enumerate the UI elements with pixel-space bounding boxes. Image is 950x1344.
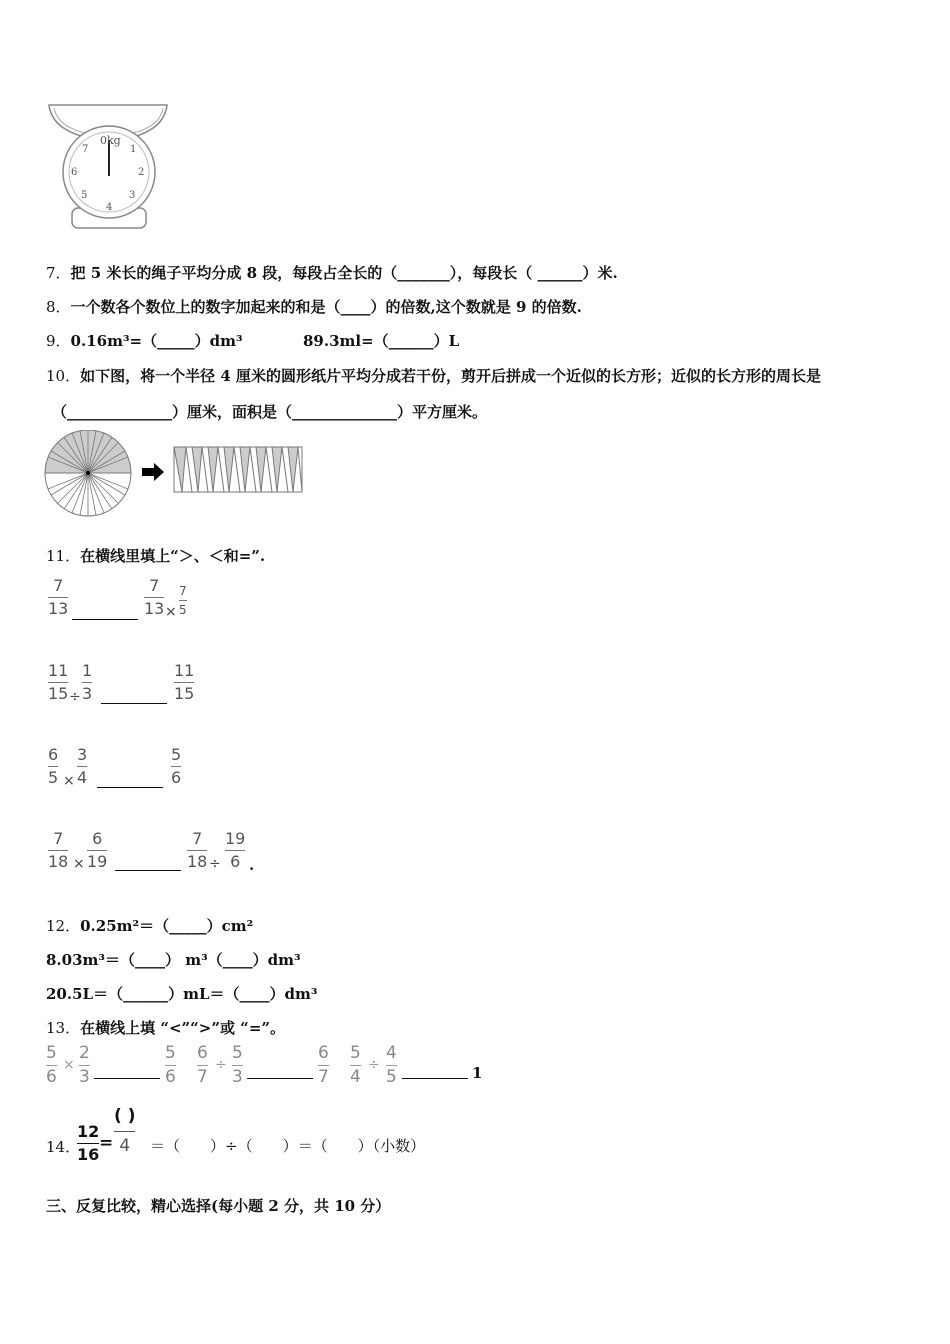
operator: ÷ xyxy=(209,856,221,872)
question-8 xyxy=(46,296,582,317)
fraction: 7 13 xyxy=(48,576,69,618)
fraction: 1 3 xyxy=(82,661,93,703)
operator: × xyxy=(73,856,85,872)
fraction: 5 3 xyxy=(232,1043,243,1087)
answer-blank[interactable] xyxy=(115,870,181,871)
question-12-line-3: 20.5L＝（______）mL＝（____）dm³ xyxy=(46,985,318,1003)
question-text: 在横线里填上“＞、＜和=”. xyxy=(80,547,266,565)
question-14-text: ＝（ ）÷（ ）＝（ ）（小数） xyxy=(150,1137,426,1155)
operator: × xyxy=(63,773,75,789)
kitchen-scale-figure xyxy=(44,100,174,235)
fraction-with-blank: ( ) 4 xyxy=(114,1106,136,1156)
dial-number-1: 1 xyxy=(130,144,137,155)
fraction: 11 15 xyxy=(174,661,195,703)
fraction: 11 15 xyxy=(48,661,69,703)
question-line-1: 0.25m²＝（_____）cm² xyxy=(80,917,254,935)
scale-zero-label: 0kg xyxy=(100,134,121,147)
answer-blank[interactable] xyxy=(101,703,167,704)
operator: ÷ xyxy=(368,1057,380,1073)
answer-blank[interactable] xyxy=(94,1078,160,1079)
question-text: 在横线上填 “<”“>”或 “=”。 xyxy=(80,1019,286,1037)
fraction: 5 6 xyxy=(171,745,182,787)
question-number: 9． xyxy=(46,332,71,350)
question-9-part-2: 89.3ml=（______）L xyxy=(303,332,460,350)
fraction: 2 3 xyxy=(79,1043,90,1087)
fraction: 5 6 xyxy=(46,1043,57,1087)
question-part-1: 0.16m³=（_____）dm³ xyxy=(70,332,243,350)
fraction: 5 4 xyxy=(350,1043,361,1087)
answer-blank[interactable] xyxy=(72,619,138,620)
circle-to-rectangle-figure xyxy=(42,430,312,520)
dial-number-5: 5 xyxy=(81,190,88,201)
question-13 xyxy=(46,1017,285,1038)
fraction: 7 5 xyxy=(179,584,187,617)
section-3-heading: 三、反复比较，精心选择(每小题 2 分，共 10 分） xyxy=(46,1197,391,1215)
fraction: 4 5 xyxy=(386,1043,397,1087)
question-11 xyxy=(46,545,265,566)
equals-sign: = xyxy=(99,1133,114,1153)
row-end-mark: . xyxy=(249,856,255,874)
question-number: 7． xyxy=(46,264,71,282)
operator: × xyxy=(63,1057,75,1073)
operator: ÷ xyxy=(69,689,81,705)
answer-blank[interactable] xyxy=(247,1078,313,1079)
question-14-number: 14． xyxy=(46,1138,81,1156)
fraction: 6 7 xyxy=(197,1043,208,1087)
question-text: 如下图，将一个半径 4 厘米的圆形纸片平均分成若干份，剪开后拼成一个近似的长方形；近似的长方形的周长是 xyxy=(80,367,821,385)
answer-blank[interactable] xyxy=(97,787,163,788)
question-7 xyxy=(46,262,618,283)
question-number: 11． xyxy=(46,547,81,565)
compare-value: 1 xyxy=(472,1064,483,1082)
fraction: 19 6 xyxy=(225,829,246,871)
question-number: 12． xyxy=(46,917,81,935)
fraction: 12 16 xyxy=(77,1122,100,1164)
question-10-line-2: （______________）厘米，面积是（______________）平方厘米。 xyxy=(52,403,488,421)
operator: ÷ xyxy=(215,1057,227,1073)
question-number: 13． xyxy=(46,1019,81,1037)
fraction: 7 18 xyxy=(187,829,208,871)
question-text: 一个数各个数位上的数字加起来的和是（____）的倍数,这个数就是 9 的倍数. xyxy=(70,298,582,316)
dial-number-4: 4 xyxy=(106,202,113,213)
question-12-line-2: 8.03m³＝（____） m³（____）dm³ xyxy=(46,951,301,969)
arrow-right-icon xyxy=(142,463,164,481)
fraction: 6 7 xyxy=(318,1043,329,1087)
dial-number-7: 7 xyxy=(82,144,89,155)
dial-number-2: 2 xyxy=(138,167,145,178)
dial-number-6: 6 xyxy=(71,167,78,178)
answer-blank[interactable] xyxy=(402,1078,468,1079)
dial-number-3: 3 xyxy=(129,190,136,201)
question-number: 10． xyxy=(46,367,81,385)
fraction: 6 5 xyxy=(48,745,59,787)
question-12 xyxy=(46,915,253,936)
question-10 xyxy=(46,365,821,386)
fraction: 7 13 xyxy=(144,576,165,618)
fraction: 7 18 xyxy=(48,829,69,871)
question-number: 8． xyxy=(46,298,71,316)
question-9 xyxy=(46,330,243,351)
fraction: 3 4 xyxy=(77,745,88,787)
fraction: 6 19 xyxy=(87,829,108,871)
question-text: 把 5 米长的绳子平均分成 8 段，每段占全长的（_______），每段长（ ______）米. xyxy=(70,264,618,282)
fraction: 5 6 xyxy=(165,1043,176,1087)
operator: × xyxy=(165,604,177,620)
